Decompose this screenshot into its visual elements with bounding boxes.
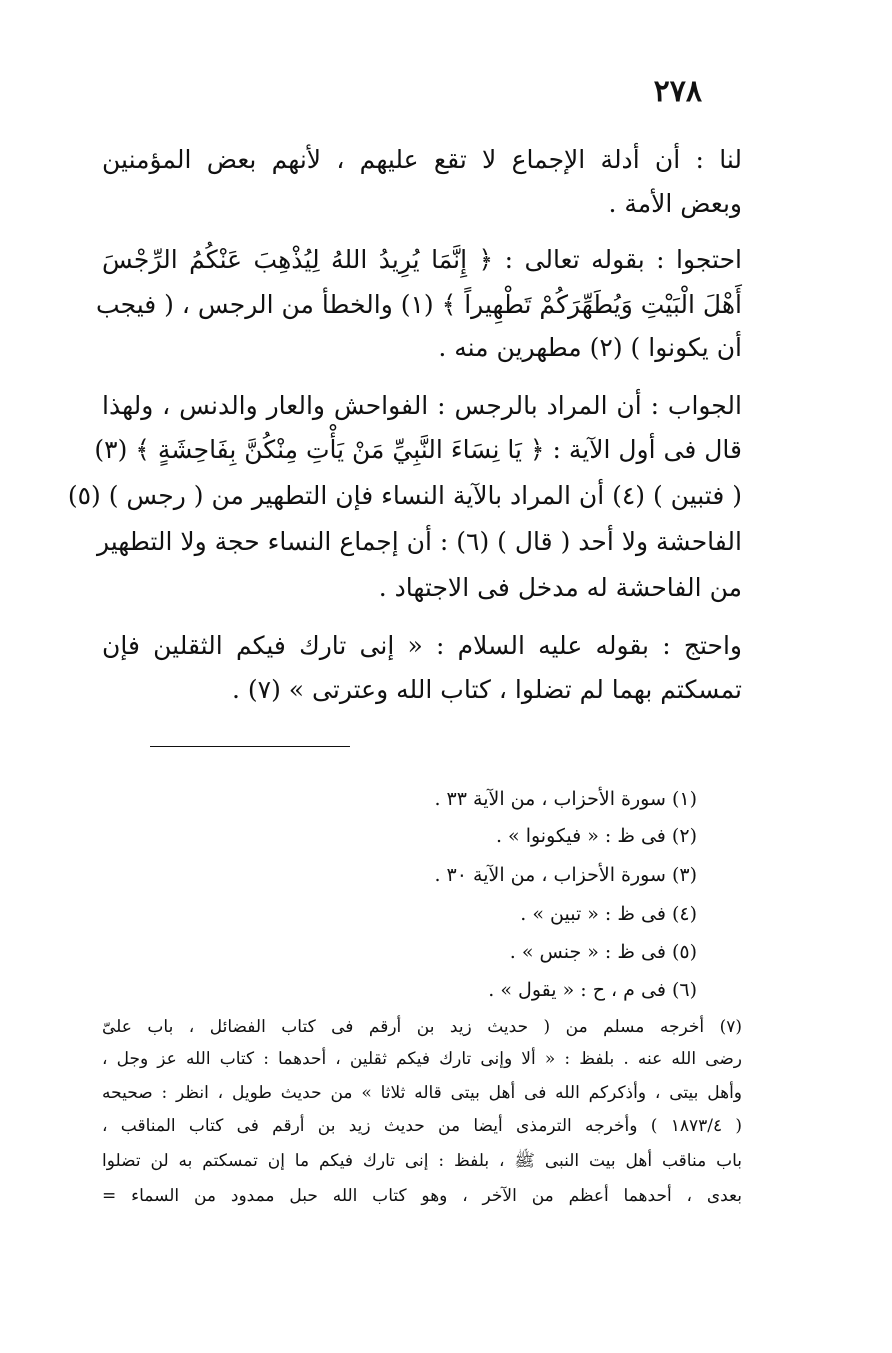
paragraph-3-line-1: الجواب : أن المراد بالرجس : الفواحش والعار والدنس ، ولهذا [102,391,742,420]
footnote-7-line-6: بعدى ، أحدهما أعظم من الآخر ، وهو كتاب الله حبل ممدود من السماء = [102,1186,742,1206]
footnote-3: (٣) سورة الأحزاب ، من الآية ٣٠ . [434,864,697,886]
footnote-2: (٢) فى ظ : « فيكونوا » . [495,825,697,847]
paragraph-1-line-2: وبعض الأمة . [608,189,742,218]
footnote-7-line-5: باب مناقب أهل بيت النبى ﷺ ، بلفظ : إنى تارك فيكم ما إن تمسكتم به لن تضلوا [102,1151,742,1171]
footnote-4: (٤) فى ظ : « تبين » . [520,903,697,925]
paragraph-2-line-2: أَهْلَ الْبَيْتِ وَيُطَهِّرَكُمْ تَطْهِيراً ﴾ (١) والخطأ من الرجس ، ( فيجب [96,290,742,319]
paragraph-3-line-2: قال فى أول الآية : ﴿ يَا نِسَاءَ النَّبِيِّ مَنْ يَأْتِ مِنْكُنَّ بِفَاحِشَةٍ ﴾ (٣) [94,435,742,464]
footnote-6: (٦) فى م ، ح : « يقول » . [488,979,697,1001]
paragraph-2-line-1: احتجوا : بقوله تعالى : ﴿ إِنَّمَا يُرِيدُ اللهُ لِيُذْهِبَ عَنْكُمُ الرِّجْسَ [102,245,742,274]
footnote-5: (٥) فى ظ : « جنس » . [509,941,697,963]
paragraph-1-line-1: لنا : أن أدلة الإجماع لا تقع عليهم ، لأنهم بعض المؤمنين [102,145,742,174]
paragraph-2-line-3: أن يكونوا ) (٢) مطهرين منه . [438,333,742,362]
footnote-7-line-2: رضى الله عنه . بلفظ : « ألا وإنى تارك فيكم ثقلين ، أحدهما : كتاب الله عز وجل ، [102,1049,742,1069]
paragraph-3-line-5: من الفاحشة له مدخل فى الاجتهاد . [378,573,742,602]
paragraph-3-line-4: الفاحشة ولا أحد ( قال ) (٦) : أن إجماع النساء حجة ولا التطهير [96,527,742,556]
paragraph-4-line-2: تمسكتم بهما لم تضلوا ، كتاب الله وعترتى » (٧) . [232,675,742,704]
footnote-7-line-3: وأهل بيتى ، وأذكركم الله فى أهل بيتى قاله ثلاثا » من حديث طويل ، انظر : صحيحه [102,1083,742,1103]
footnote-divider [150,746,350,747]
footnote-7-line-1: (٧) أخرجه مسلم من ( حديث زيد بن أرقم فى كتاب الفضائل ، باب علىّ [102,1017,742,1037]
footnote-7-line-4: ( ١٨٧٣/٤ ) وأخرجه الترمذى أيضا من حديث زيد بن أرقم فى كتاب المناقب ، [102,1116,742,1136]
footnote-1: (١) سورة الأحزاب ، من الآية ٣٣ . [434,788,697,810]
paragraph-4-line-1: واحتج : بقوله عليه السلام : « إنى تارك فيكم الثقلين فإن [102,631,742,660]
paragraph-3-line-3: ( فتبين ) (٤) أن المراد بالآية النساء فإن التطهير من ( رجس ) (٥) [67,481,742,510]
page-number: ٢٧٨ [653,74,702,109]
